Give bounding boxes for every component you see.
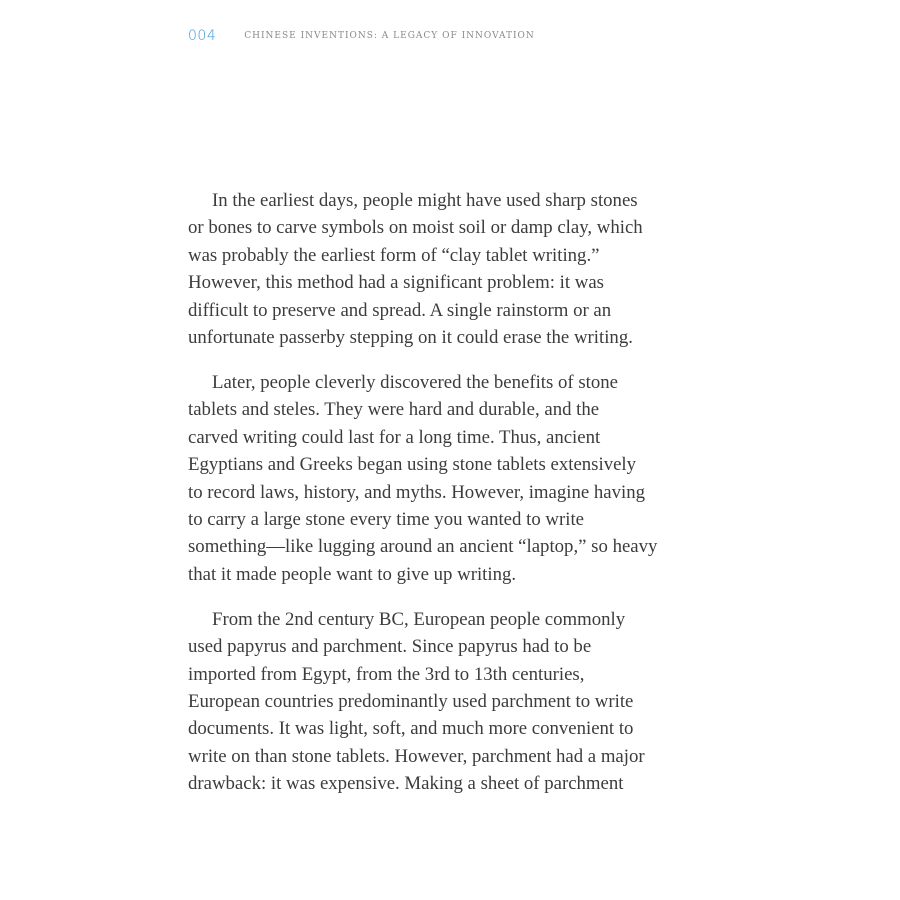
paragraph: In the earliest days, people might have used sharp stones or bones to carve symbols on moist soil or damp clay, which was probably the earliest form of “clay tablet writing.” However, this method had a significant problem: it was difficult to preserve and spread. A single rainstorm or an unfortunate passerby stepping on it could erase the writing. xyxy=(188,190,643,349)
book-title: CHINESE INVENTIONS: A LEGACY OF INNOVATION xyxy=(244,31,535,41)
page-number: 004 xyxy=(188,28,217,44)
paragraph: From the 2nd century BC, European people commonly used papyrus and parchment. Since papyrus had to be imported from Egypt, from the 3rd to 13th centuries, European countries predominantly used parchment to write documents. It was light, soft, and much more convenient to write on than stone tablets. However, parchment had a major drawback: it was expensive. Making a sheet of parchment xyxy=(188,608,645,795)
running-header xyxy=(188,26,535,46)
body-text xyxy=(188,187,668,815)
paragraph: Later, people cleverly discovered the benefits of stone tablets and steles. They were hard and durable, and the carved writing could last for a long time. Thus, ancient Egyptians and Greeks began using stone tablets extensively to record laws, history, and myths. However, imagine having to carry a large stone every time you wanted to write something—like lugging around an ancient “laptop,” so heavy that it made people want to give up writing. xyxy=(188,371,658,585)
